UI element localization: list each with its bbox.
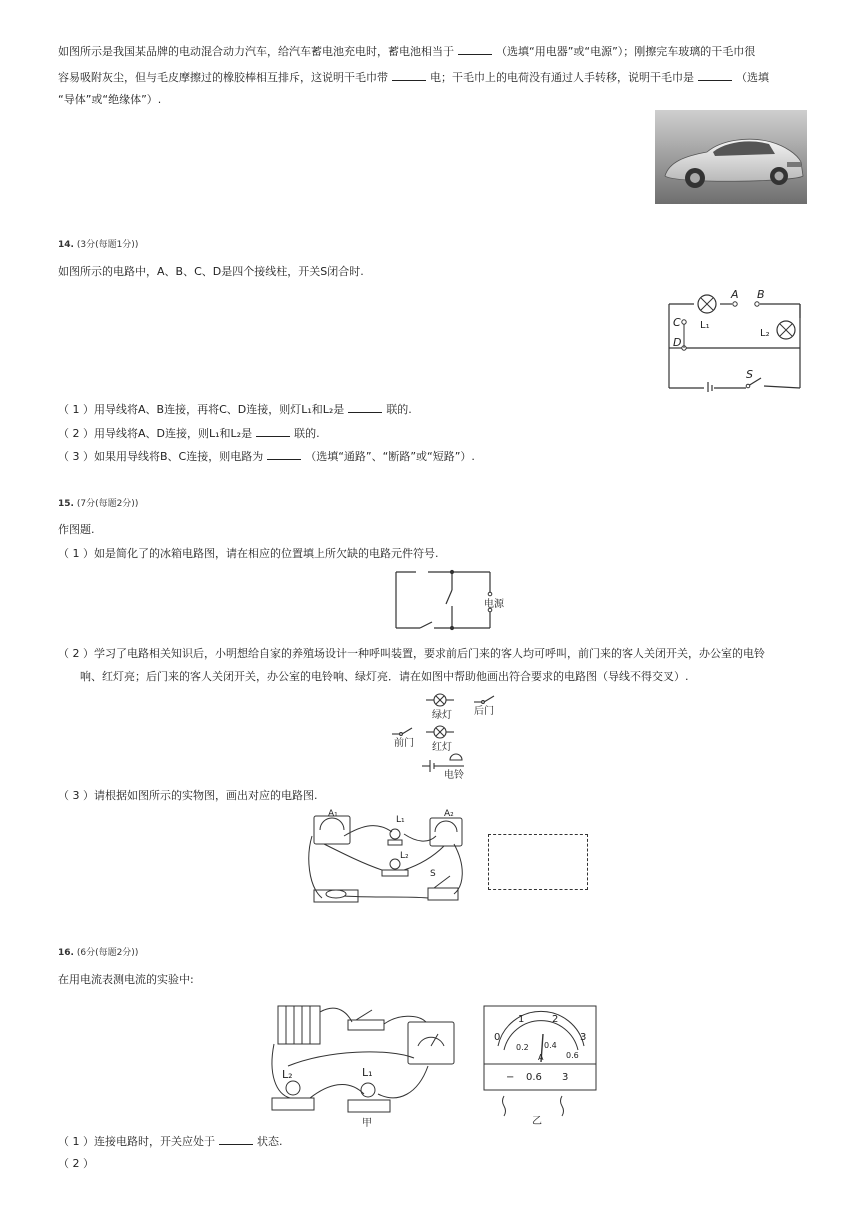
q16-header: 16. (6分(每题2分)) [58,948,139,958]
l2-label: L₂ [282,1068,293,1081]
q13-line1: 如图所示是我国某品牌的电动混合动力汽车，给汽车蓄电池充电时，蓄电池相当于 （选填“用电器”或“电源”）；刚擦完车玻璃的干毛巾很 [58,45,756,58]
q15-header: 15. (7分(每题2分)) [58,499,139,509]
bulb-l1-icon [361,1083,375,1097]
unit-label-a: A [538,1053,544,1062]
switch-pivot [746,384,750,388]
ammeter-dial-figure [480,1004,602,1126]
green-lamp-label: 绿灯 [432,710,452,721]
scale-label-3: 3 [580,1032,587,1043]
answer-blank[interactable] [348,402,382,413]
label-l2: L₂ [760,328,770,339]
label-c: C [673,316,681,329]
l1-label: L₁ [362,1066,373,1079]
bulb-l1-icon [390,829,400,839]
power-label: 电源 [484,599,504,610]
scale-label-0-2: 0.2 [516,1043,529,1052]
physical-circuit-figure [304,806,466,906]
terminal-a [733,302,737,306]
answer-blank[interactable] [267,449,301,460]
scale-label-0-4: 0.4 [544,1041,557,1050]
q16-item-2: （ 2 ） [58,1157,94,1170]
bulb-l2-icon [777,321,795,339]
scale-label-1: 1 [518,1014,525,1025]
q13-line2: 容易吸附灰尘，但与毛皮摩擦过的橡胶棒相互排斥，这说明干毛巾带 电；干毛巾上的电荷没有通过人手转移，说明干毛巾是 （选填 [58,71,769,84]
answer-blank[interactable] [256,426,290,437]
scale-label-2: 2 [552,1014,559,1025]
answer-blank[interactable] [392,70,426,81]
a2-label: A₂ [444,809,454,819]
scale-label-0: 0 [494,1032,501,1043]
bell-icon [450,754,462,760]
q14-item-2: （ 2 ）用导线将A、D连接，则L₁和L₂是 联的. [58,427,320,440]
q16-stem: 在用电流表测电流的实验中: [58,973,194,986]
scale-label-0-6: 0.6 [566,1051,579,1060]
label-l1: L₁ [700,320,710,331]
q15-item-1: （ 1 ）如是简化了的冰箱电路图，请在相应的位置填上所欠缺的电路元件符号. [58,547,439,560]
ammeter-icon [408,1022,454,1064]
q16-item-1: （ 1 ）连接电路时，开关应处于 状态. [58,1135,283,1148]
terminal-3-label: 3 [562,1072,569,1083]
terminal-0-6-label: 0.6 [526,1072,542,1083]
car-photo [655,110,807,204]
q15-item-3: （ 3 ）请根据如图所示的实物图，画出对应的电路图. [58,789,318,802]
label-b: B [757,288,765,301]
s-label: S [430,869,436,879]
switch-icon [348,1020,384,1030]
q14-item-1: （ 1 ）用导线将A、B连接，再将C、D连接，则灯L₁和L₂是 联的. [58,403,412,416]
q15-item-2-line2: 响、红灯亮；后门来的客人关闭开关，办公室的电铃响、绿灯亮．请在如图中帮助他画出符合要求的电路图（导线不得交叉）. [80,670,689,683]
experiment-setup-figure [268,994,464,1128]
figure-yi-label: 乙 [532,1116,542,1126]
switch-icon [428,888,458,900]
ammeter-a1-icon [314,816,350,844]
q14-stem: 如图所示的电路中，A、B、C、D是四个接线柱，开关S闭合时. [58,265,364,278]
a1-label: A₁ [328,809,338,819]
label-s: S [746,368,753,381]
bell-label: 电铃 [444,770,464,780]
figure-jia-label: 甲 [362,1118,372,1128]
red-lamp-label: 红灯 [432,742,452,753]
answer-blank[interactable] [458,44,492,55]
bulb-l2-icon [286,1081,300,1095]
terminal-c [682,320,686,324]
q13-line3: “导体”或“绝缘体”）. [58,93,162,106]
bulb-l1-icon [698,295,716,313]
answer-blank[interactable] [698,70,732,81]
bulb-l2-icon [390,859,400,869]
terminal-b [755,302,759,306]
battery-box-icon [278,1006,320,1044]
bulb-stand-l1-icon [348,1100,390,1112]
back-door-label: 后门 [474,706,494,717]
label-a: A [731,288,739,301]
front-door-label: 前门 [394,738,414,749]
label-d: D [673,336,682,349]
l1-label: L₁ [396,815,405,825]
q14-header: 14. (3分(每题1分)) [58,240,139,250]
q15-stem: 作图题. [58,523,95,536]
q15-item-2-line1: （ 2 ）学习了电路相关知识后，小明想给自家的养殖场设计一种呼叫装置，要求前后门来的客人均可呼叫，前门来的客人关闭开关，办公室的电铃 [58,647,765,660]
terminal-minus-label: − [506,1072,515,1083]
answer-drawing-box[interactable] [488,834,588,890]
q14-circuit-figure [664,286,806,392]
fridge-circuit-figure [390,566,512,634]
answer-blank[interactable] [219,1134,253,1145]
l2-label: L₂ [400,851,409,861]
q14-item-3: （ 3 ）如果用导线将B、C连接，则电路为 （选填“通路”、“断路”或“短路”）. [58,450,475,463]
call-device-components-figure [386,690,506,780]
bulb-stand-l2-icon [272,1098,314,1110]
